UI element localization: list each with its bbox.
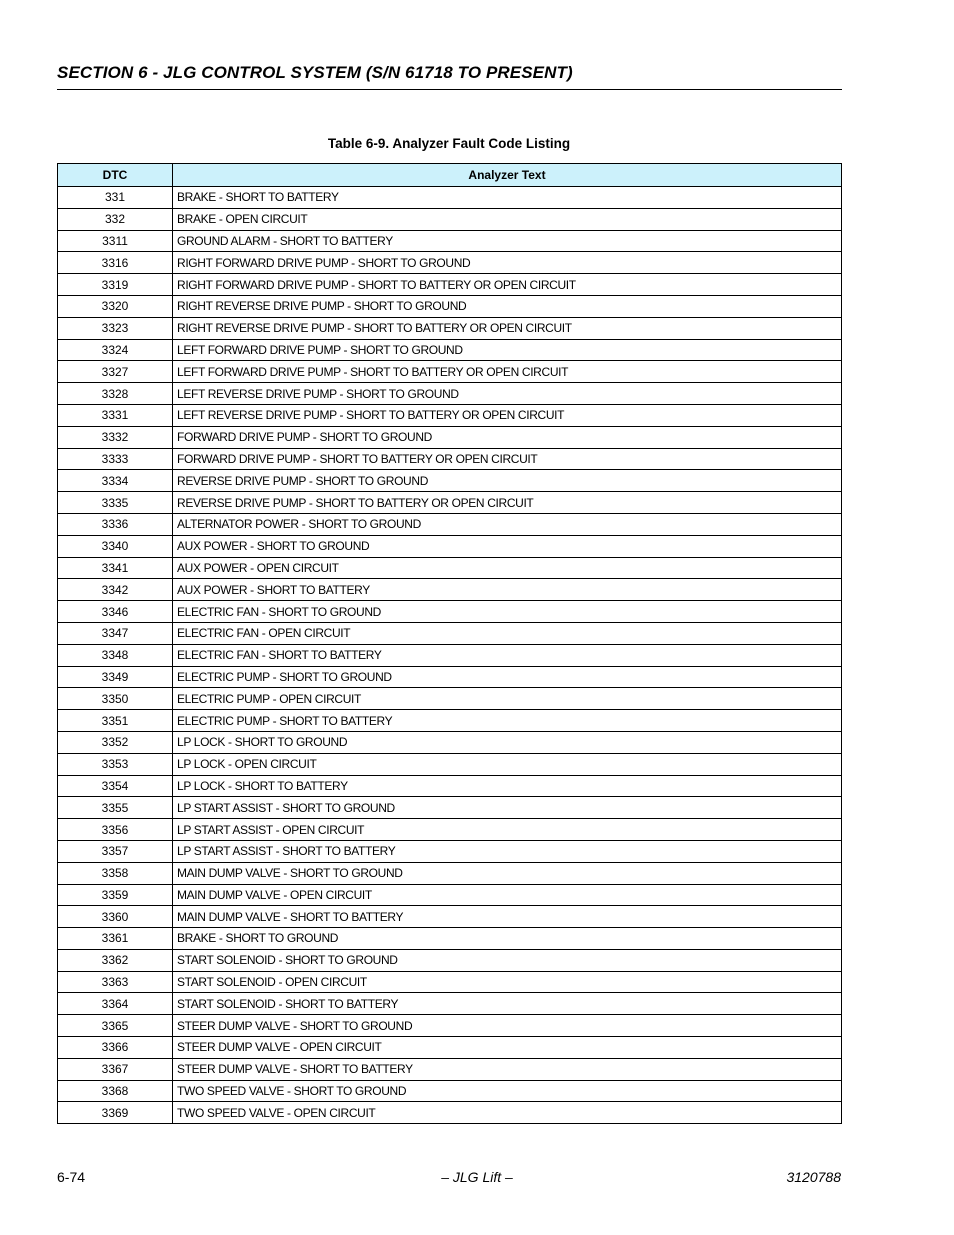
table-caption: Table 6-9. Analyzer Fault Code Listing xyxy=(327,136,571,151)
analyzer-text-cell: LP START ASSIST - OPEN CIRCUIT xyxy=(173,819,842,841)
document-number: 3120788 xyxy=(786,1169,841,1185)
dtc-cell: 3355 xyxy=(58,797,173,819)
dtc-cell: 3340 xyxy=(58,535,173,557)
analyzer-text-cell: START SOLENOID - SHORT TO GROUND xyxy=(173,949,842,971)
table-row xyxy=(58,1037,842,1059)
dtc-cell: 3362 xyxy=(58,949,173,971)
page-number: 6-74 xyxy=(57,1169,86,1185)
analyzer-text-cell: ALTERNATOR POWER - SHORT TO GROUND xyxy=(173,513,842,535)
table-row xyxy=(58,579,842,601)
analyzer-text-cell: AUX POWER - SHORT TO GROUND xyxy=(173,535,842,557)
table-header-row xyxy=(58,164,842,187)
analyzer-text-cell: RIGHT REVERSE DRIVE PUMP - SHORT TO BATTERY OR OPEN CIRCUIT xyxy=(173,317,842,339)
table-row xyxy=(58,274,842,296)
table-row xyxy=(58,535,842,557)
table-row xyxy=(58,601,842,623)
dtc-cell: 3342 xyxy=(58,579,173,601)
analyzer-text-cell: ELECTRIC FAN - OPEN CIRCUIT xyxy=(173,622,842,644)
dtc-cell: 3335 xyxy=(58,492,173,514)
analyzer-text-cell: ELECTRIC FAN - SHORT TO GROUND xyxy=(173,601,842,623)
dtc-cell: 331 xyxy=(58,187,173,209)
dtc-cell: 3365 xyxy=(58,1015,173,1037)
dtc-cell: 3353 xyxy=(58,753,173,775)
table-row xyxy=(58,622,842,644)
dtc-cell: 3352 xyxy=(58,731,173,753)
table-row xyxy=(58,1058,842,1080)
dtc-cell: 3369 xyxy=(58,1102,173,1124)
table-row xyxy=(58,644,842,666)
dtc-cell: 3334 xyxy=(58,470,173,492)
table-row xyxy=(58,840,842,862)
dtc-cell: 3359 xyxy=(58,884,173,906)
analyzer-text-cell: ELECTRIC PUMP - OPEN CIRCUIT xyxy=(173,688,842,710)
table-row xyxy=(58,753,842,775)
table-row xyxy=(58,971,842,993)
dtc-cell: 3364 xyxy=(58,993,173,1015)
dtc-cell: 3368 xyxy=(58,1080,173,1102)
table-row xyxy=(58,513,842,535)
analyzer-text-cell: TWO SPEED VALVE - SHORT TO GROUND xyxy=(173,1080,842,1102)
table-row xyxy=(58,426,842,448)
analyzer-text-cell: MAIN DUMP VALVE - OPEN CIRCUIT xyxy=(173,884,842,906)
dtc-cell: 3349 xyxy=(58,666,173,688)
table-row xyxy=(58,949,842,971)
dtc-cell: 3363 xyxy=(58,971,173,993)
table-row xyxy=(58,993,842,1015)
dtc-cell: 3346 xyxy=(58,601,173,623)
analyzer-text-cell: MAIN DUMP VALVE - SHORT TO GROUND xyxy=(173,862,842,884)
analyzer-text-cell: FORWARD DRIVE PUMP - SHORT TO BATTERY OR OPEN CIRCUIT xyxy=(173,448,842,470)
analyzer-text-cell: BRAKE - OPEN CIRCUIT xyxy=(173,208,842,230)
table-row xyxy=(58,230,842,252)
table-row xyxy=(58,208,842,230)
analyzer-text-cell: AUX POWER - OPEN CIRCUIT xyxy=(173,557,842,579)
analyzer-text-cell: TWO SPEED VALVE - OPEN CIRCUIT xyxy=(173,1102,842,1124)
section-title: SECTION 6 - JLG CONTROL SYSTEM (S/N 61718 TO PRESENT) xyxy=(57,63,573,82)
dtc-cell: 3324 xyxy=(58,339,173,361)
column-header-dtc: DTC xyxy=(58,164,173,187)
analyzer-text-cell: LP START ASSIST - SHORT TO BATTERY xyxy=(173,840,842,862)
table-row xyxy=(58,1080,842,1102)
analyzer-text-cell: LEFT FORWARD DRIVE PUMP - SHORT TO GROUND xyxy=(173,339,842,361)
analyzer-text-cell: STEER DUMP VALVE - SHORT TO BATTERY xyxy=(173,1058,842,1080)
dtc-cell: 3350 xyxy=(58,688,173,710)
analyzer-text-cell: BRAKE - SHORT TO BATTERY xyxy=(173,187,842,209)
dtc-cell: 3347 xyxy=(58,622,173,644)
analyzer-text-cell: STEER DUMP VALVE - SHORT TO GROUND xyxy=(173,1015,842,1037)
dtc-cell: 3316 xyxy=(58,252,173,274)
dtc-cell: 3341 xyxy=(58,557,173,579)
table-row xyxy=(58,252,842,274)
fault-code-table xyxy=(57,163,842,1124)
table-row xyxy=(58,448,842,470)
dtc-cell: 3332 xyxy=(58,426,173,448)
analyzer-text-cell: ELECTRIC PUMP - SHORT TO BATTERY xyxy=(173,710,842,732)
dtc-cell: 3354 xyxy=(58,775,173,797)
dtc-cell: 3320 xyxy=(58,295,173,317)
dtc-cell: 3351 xyxy=(58,710,173,732)
analyzer-text-cell: AUX POWER - SHORT TO BATTERY xyxy=(173,579,842,601)
table-row xyxy=(58,797,842,819)
dtc-cell: 3328 xyxy=(58,383,173,405)
analyzer-text-cell: ELECTRIC PUMP - SHORT TO GROUND xyxy=(173,666,842,688)
analyzer-text-cell: RIGHT REVERSE DRIVE PUMP - SHORT TO GROUND xyxy=(173,295,842,317)
analyzer-text-cell: LEFT REVERSE DRIVE PUMP - SHORT TO BATTERY OR OPEN CIRCUIT xyxy=(173,404,842,426)
table-row xyxy=(58,317,842,339)
table-body xyxy=(58,187,842,1124)
table-row xyxy=(58,862,842,884)
table-row xyxy=(58,710,842,732)
table-row xyxy=(58,295,842,317)
analyzer-text-cell: GROUND ALARM - SHORT TO BATTERY xyxy=(173,230,842,252)
analyzer-text-cell: MAIN DUMP VALVE - SHORT TO BATTERY xyxy=(173,906,842,928)
analyzer-text-cell: LEFT FORWARD DRIVE PUMP - SHORT TO BATTERY OR OPEN CIRCUIT xyxy=(173,361,842,383)
analyzer-text-cell: REVERSE DRIVE PUMP - SHORT TO BATTERY OR OPEN CIRCUIT xyxy=(173,492,842,514)
footer-center-text: – JLG Lift – xyxy=(441,1169,513,1185)
analyzer-text-cell: RIGHT FORWARD DRIVE PUMP - SHORT TO GROUND xyxy=(173,252,842,274)
table-row xyxy=(58,557,842,579)
table-row xyxy=(58,1102,842,1124)
table-row xyxy=(58,492,842,514)
dtc-cell: 3360 xyxy=(58,906,173,928)
analyzer-text-cell: RIGHT FORWARD DRIVE PUMP - SHORT TO BATTERY OR OPEN CIRCUIT xyxy=(173,274,842,296)
dtc-cell: 3323 xyxy=(58,317,173,339)
dtc-cell: 3356 xyxy=(58,819,173,841)
dtc-cell: 3331 xyxy=(58,404,173,426)
dtc-cell: 3358 xyxy=(58,862,173,884)
analyzer-text-cell: LP LOCK - OPEN CIRCUIT xyxy=(173,753,842,775)
analyzer-text-cell: LP START ASSIST - SHORT TO GROUND xyxy=(173,797,842,819)
analyzer-text-cell: START SOLENOID - OPEN CIRCUIT xyxy=(173,971,842,993)
analyzer-text-cell: LEFT REVERSE DRIVE PUMP - SHORT TO GROUND xyxy=(173,383,842,405)
table-row xyxy=(58,383,842,405)
table-row xyxy=(58,731,842,753)
analyzer-text-cell: BRAKE - SHORT TO GROUND xyxy=(173,928,842,950)
column-header-analyzer-text: Analyzer Text xyxy=(173,164,842,187)
dtc-cell: 3366 xyxy=(58,1037,173,1059)
table-row xyxy=(58,1015,842,1037)
dtc-cell: 3319 xyxy=(58,274,173,296)
analyzer-text-cell: FORWARD DRIVE PUMP - SHORT TO GROUND xyxy=(173,426,842,448)
analyzer-text-cell: STEER DUMP VALVE - OPEN CIRCUIT xyxy=(173,1037,842,1059)
table-row xyxy=(58,775,842,797)
header-rule xyxy=(57,89,842,90)
table-row xyxy=(58,361,842,383)
analyzer-text-cell: REVERSE DRIVE PUMP - SHORT TO GROUND xyxy=(173,470,842,492)
dtc-cell: 3327 xyxy=(58,361,173,383)
table-row xyxy=(58,470,842,492)
table-row xyxy=(58,187,842,209)
table-row xyxy=(58,404,842,426)
analyzer-text-cell: ELECTRIC FAN - SHORT TO BATTERY xyxy=(173,644,842,666)
analyzer-text-cell: LP LOCK - SHORT TO GROUND xyxy=(173,731,842,753)
table-row xyxy=(58,688,842,710)
table-row xyxy=(58,339,842,361)
analyzer-text-cell: LP LOCK - SHORT TO BATTERY xyxy=(173,775,842,797)
table-row xyxy=(58,819,842,841)
dtc-cell: 3333 xyxy=(58,448,173,470)
dtc-cell: 3357 xyxy=(58,840,173,862)
table-row xyxy=(58,666,842,688)
dtc-cell: 3348 xyxy=(58,644,173,666)
analyzer-text-cell: START SOLENOID - SHORT TO BATTERY xyxy=(173,993,842,1015)
dtc-cell: 3336 xyxy=(58,513,173,535)
table-row xyxy=(58,906,842,928)
table-row xyxy=(58,928,842,950)
dtc-cell: 3367 xyxy=(58,1058,173,1080)
dtc-cell: 3311 xyxy=(58,230,173,252)
table-row xyxy=(58,884,842,906)
dtc-cell: 3361 xyxy=(58,928,173,950)
dtc-cell: 332 xyxy=(58,208,173,230)
